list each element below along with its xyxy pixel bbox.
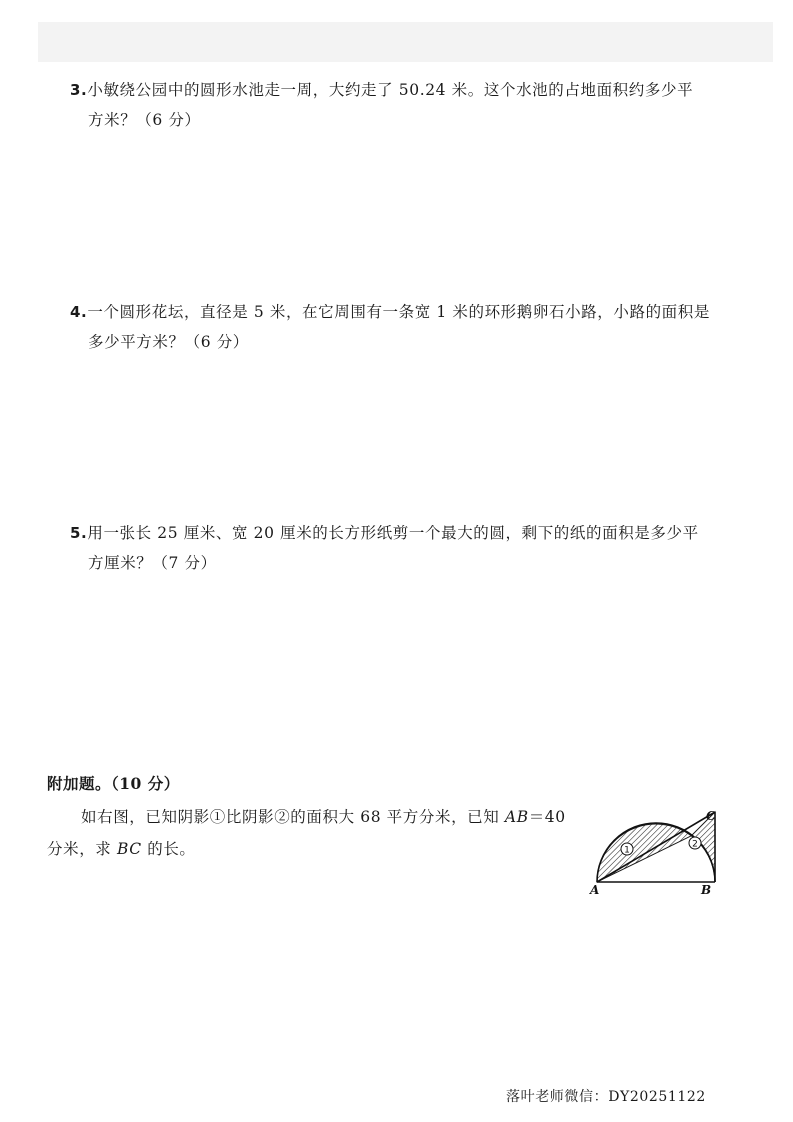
semicircle-triangle-figure [585, 800, 735, 900]
point-c-label: C [706, 809, 716, 823]
bonus-ab-label: AB [504, 808, 529, 826]
point-b-label: B [701, 883, 712, 897]
header-band [38, 22, 773, 62]
question-3 [70, 75, 730, 135]
bonus-text [47, 801, 587, 865]
bonus-title: 附加题。（10 分） [47, 774, 180, 793]
bonus-text-part-4: 的长。 [141, 840, 196, 858]
question-4-text-2: 多少平方米？（6 分） [88, 333, 249, 351]
question-3-line-1 [70, 75, 730, 105]
question-5-line-1 [70, 518, 730, 548]
question-4-text-1: 一个圆形花坛，直径是 5 米，在它周围有一条宽 1 米的环形鹅卵石小路，小路的面积是 [87, 303, 710, 321]
bonus-bc-label: BC [116, 840, 142, 858]
point-a-label: A [590, 883, 600, 897]
bonus-text-line-2 [47, 833, 587, 865]
question-4-number: 4. [70, 303, 88, 321]
question-4 [70, 297, 730, 357]
bonus-text-part-2: ＝40 [528, 808, 566, 826]
bonus-text-part-1: 如右图，已知阴影①比阴影②的面积大 68 平方分米，已知 [81, 808, 505, 826]
question-3-text-1: 小敏绕公园中的圆形水池走一周，大约走了 50.24 米。这个水池的占地面积约多少平 [87, 81, 694, 99]
question-4-line-1 [70, 297, 730, 327]
question-5-text-1: 用一张长 25 厘米、宽 20 厘米的长方形纸剪一个最大的圆，剩下的纸的面积是多少平 [87, 524, 699, 542]
question-5-text-2: 方厘米？（7 分） [88, 554, 217, 572]
region-2-label: 2 [692, 839, 698, 850]
question-3-number: 3. [70, 81, 88, 99]
footer-contact: 落叶老师微信：DY20251122 [506, 1089, 706, 1105]
bonus-text-part-3: 分米，求 [47, 840, 117, 858]
region-1-label: 1 [624, 845, 630, 856]
question-5 [70, 518, 730, 578]
bonus-text-line-1 [47, 801, 587, 833]
question-5-number: 5. [70, 524, 88, 542]
question-3-text-2: 方米？（6 分） [88, 111, 201, 129]
